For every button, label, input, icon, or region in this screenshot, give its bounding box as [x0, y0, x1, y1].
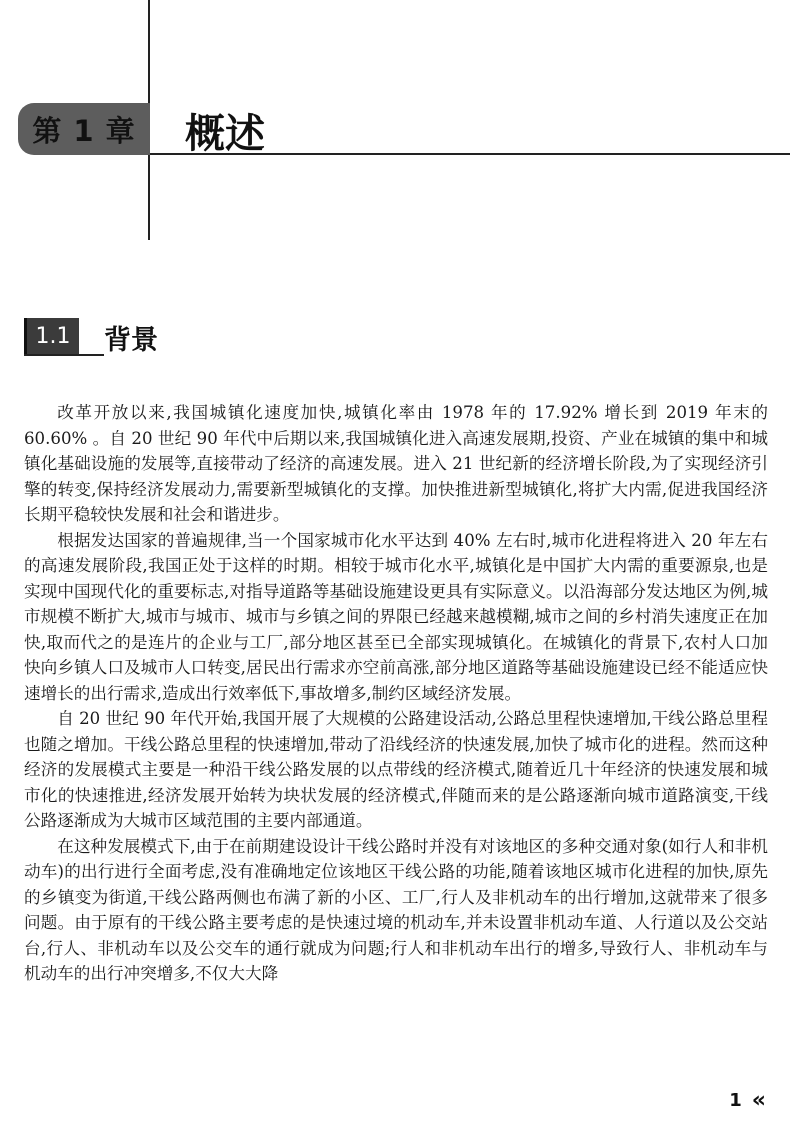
body-text [24, 400, 768, 987]
chapter-badge [18, 103, 150, 155]
section-number: 1.1 [35, 323, 71, 349]
paragraph: 在这种发展模式下,由于在前期建设设计干线公路时并没有对该地区的多种交通对象(如行人和非机动车)的出行进行全面考虑,没有准确地定位该地区干线公路的功能,随着该地区城市化进程的加快,原先的乡镇变为街道,干线公路两侧也布满了新的小区、工厂,行人及非机动车的出行增加,这就带来了很多问题。由于原有的干线公路主要考虑的是快速过境的机动车,并未设置非机动车道、人行道以及公交站台,行人、非机动车以及公交车的通行就成为问题;行人和非机动车出行的增多,导致行人、非机动车与机动车的出行冲突增多,不仅大大降 [24, 836, 768, 983]
page-footer [729, 1088, 766, 1113]
section-title: 背景 [104, 325, 158, 356]
chapter-label: 第 1 章 [32, 113, 136, 148]
page-mark: « [751, 1088, 766, 1113]
paragraph: 自 20 世纪 90 年代开始,我国开展了大规模的公路建设活动,公路总里程快速增加,干线公路总里程也随之增加。干线公路总里程的快速增加,带动了沿线经济的快速发展,加快了城市化的进程。然而这种经济的发展模式主要是一种沿干线公路发展的以点带线的经济模式,随着近几十年经济的快速发展和城市化的快速推进,经济发展开始转为块状发展的经济模式,伴随而来的是公路逐渐向城市道路演变,干线公路逐渐成为大城市区域范围的主要内部通道。 [24, 709, 768, 830]
page-number: 1 [729, 1090, 742, 1111]
section-number-box [24, 318, 79, 354]
paragraph: 根据发达国家的普遍规律,当一个国家城市化水平达到 40% 左右时,城市化进程将进入 20 年左右的高速发展阶段,我国正处于这样的时期。相较于城市化水平,城镇化是中国扩大内需的重要源泉,也是实现中国现代化的重要标志,对指导道路等基础设施建设更具有实际意义。以沿海部分发达地区为例,城市规模不断扩大,城市与城市、城市与乡镇之间的界限已经越来越模糊,城市之间的乡村消失速度正在加快,取而代之的是连片的企业与工厂,部分地区甚至已全部实现城镇化。在城镇化的背景下,农村人口加快向乡镇人口及城市人口转变,居民出行需求亦空前高涨,部分地区道路等基础设施建设已经不能适应快速增长的出行需求,造成出行效率低下,事故增多,制约区域经济发展。 [24, 530, 768, 703]
paragraph: 改革开放以来,我国城镇化速度加快,城镇化率由 1978 年的 17.92% 增长到 2019 年末的 60.60% 。自 20 世纪 90 年代中后期以来,我国城镇化进入高速发展期,投资、产业在城镇的集中和城镇化基础设施的发展等,直接带动了经济的高速发展。进入 21 世纪新的经济增长阶段,为了实现经济引擎的转变,保持经济发展动力,需要新型城镇化的支撑。加快推进新型城镇化,将扩大内需,促进我国经济长期平稳较快发展和社会和谐进步。 [24, 403, 768, 524]
chapter-title: 概述 [185, 111, 265, 157]
section-underline [24, 354, 104, 356]
